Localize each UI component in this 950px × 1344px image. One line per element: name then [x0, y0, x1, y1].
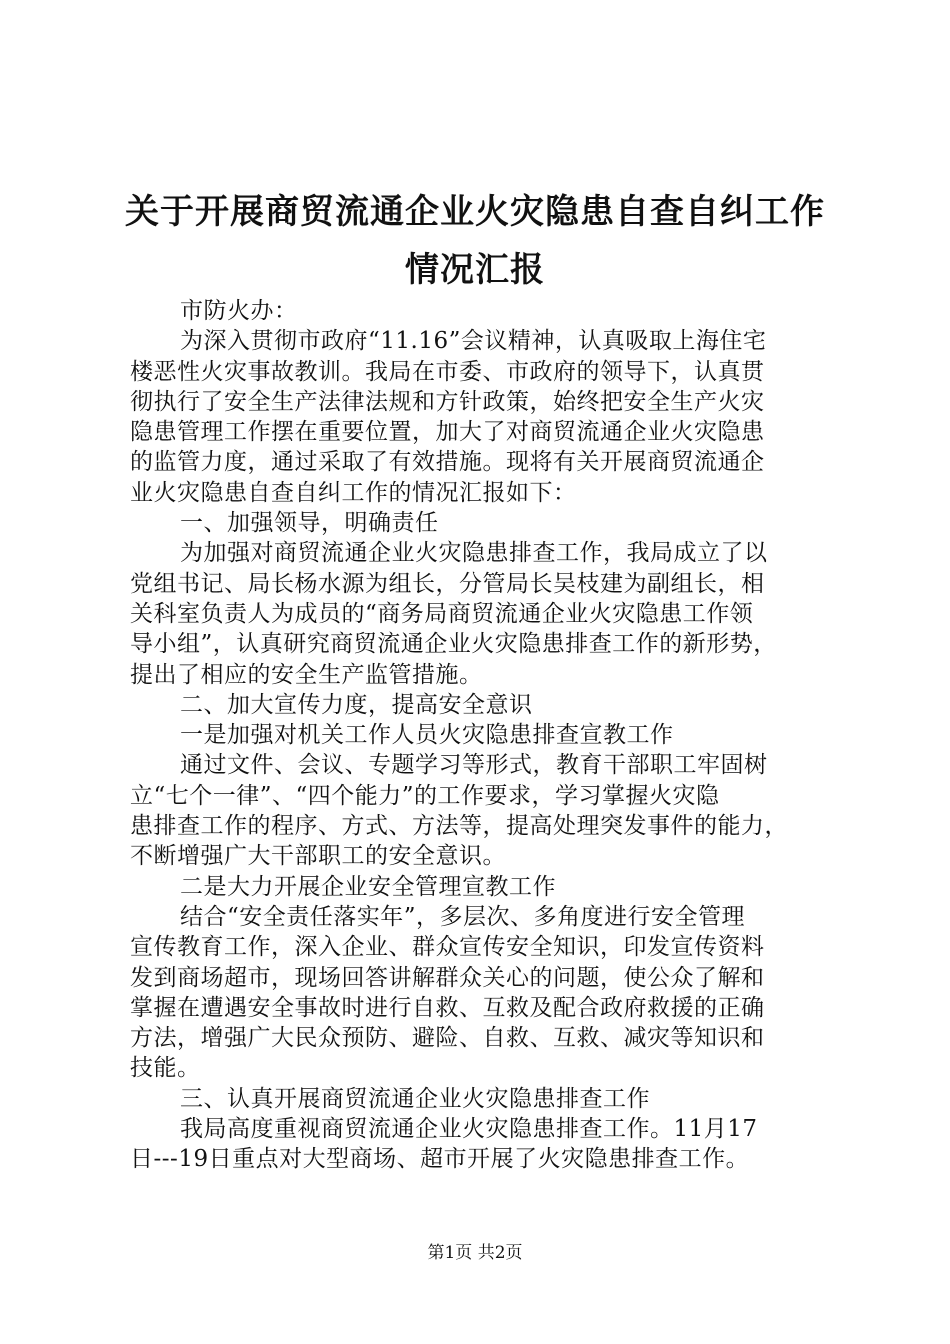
text-line: 为加强对商贸流通企业火灾隐患排查工作，我局成立了以: [180, 540, 768, 567]
text-line: 导小组”，认真研究商贸流通企业火灾隐患排查工作的新形势，: [130, 631, 777, 658]
text-line: 方法，增强广大民众预防、避险、自救、互救、减灾等知识和: [130, 1025, 765, 1052]
text-line: 二、加大宣传力度，提高安全意识: [180, 691, 533, 718]
text-line: 我局高度重视商贸流通企业火灾隐患排查工作。11月17: [180, 1116, 758, 1143]
text-line: 患排查工作的程序、方式、方法等，提高处理突发事件的能力，: [130, 813, 788, 840]
text-line: 楼恶性火灾事故教训。我局在市委、市政府的领导下，认真贯: [130, 358, 765, 385]
document-title-line-2: 情况汇报: [405, 250, 545, 290]
text-line: 关科室负责人为成员的“商务局商贸流通企业火灾隐患工作领: [130, 600, 754, 627]
text-line: 一是加强对机关工作人员火灾隐患排查宣教工作: [180, 722, 674, 749]
text-line: 结合“安全责任落实年”，多层次、多角度进行安全管理: [180, 903, 746, 930]
document-body: [130, 296, 830, 1175]
text-line: 不断增强广大干部职工的安全意识。: [130, 843, 506, 870]
page-number-footer: 第1页 共2页: [427, 1243, 523, 1263]
document-title-line-1: 关于开展商贸流通企业火灾隐患自查自纠工作: [125, 192, 825, 232]
text-line: 掌握在遭遇安全事故时进行自救、互救及配合政府救援的正确: [130, 994, 765, 1021]
text-line: 三、认真开展商贸流通企业火灾隐患排查工作: [180, 1085, 650, 1112]
text-line: 隐患管理工作摆在重要位置，加大了对商贸流通企业火灾隐患: [130, 419, 765, 446]
text-line: 立“七个一律”、“四个能力”的工作要求，学习掌握火灾隐: [130, 782, 720, 809]
text-line: 为深入贯彻市政府“11.16”会议精神，认真吸取上海住宅: [180, 328, 767, 355]
text-line: 党组书记、局长杨水源为组长，分管局长吴枝建为副组长，相: [130, 570, 765, 597]
text-line: 彻执行了安全生产法律法规和方针政策，始终把安全生产火灾: [130, 388, 765, 415]
text-line: 宣传教育工作，深入企业、群众宣传安全知识，印发宣传资料: [130, 934, 765, 961]
text-line: 通过文件、会议、专题学习等形式，教育干部职工牢固树: [180, 752, 768, 779]
text-line: 提出了相应的安全生产监管措施。: [130, 661, 483, 688]
text-line: 一、加强领导，明确责任: [180, 510, 439, 537]
text-line: 发到商场超市，现场回答讲解群众关心的问题，使公众了解和: [130, 964, 765, 991]
text-line: 的监管力度，通过采取了有效措施。现将有关开展商贸流通企: [130, 449, 765, 476]
text-line: 日---19日重点对大型商场、超市开展了火灾隐患排查工作。: [130, 1146, 750, 1173]
text-line: 技能。: [130, 1055, 201, 1082]
text-line: 业火灾隐患自查自纠工作的情况汇报如下：: [130, 479, 577, 506]
text-line: 二是大力开展企业安全管理宣教工作: [180, 873, 556, 900]
text-line: 市防火办：: [180, 298, 298, 324]
